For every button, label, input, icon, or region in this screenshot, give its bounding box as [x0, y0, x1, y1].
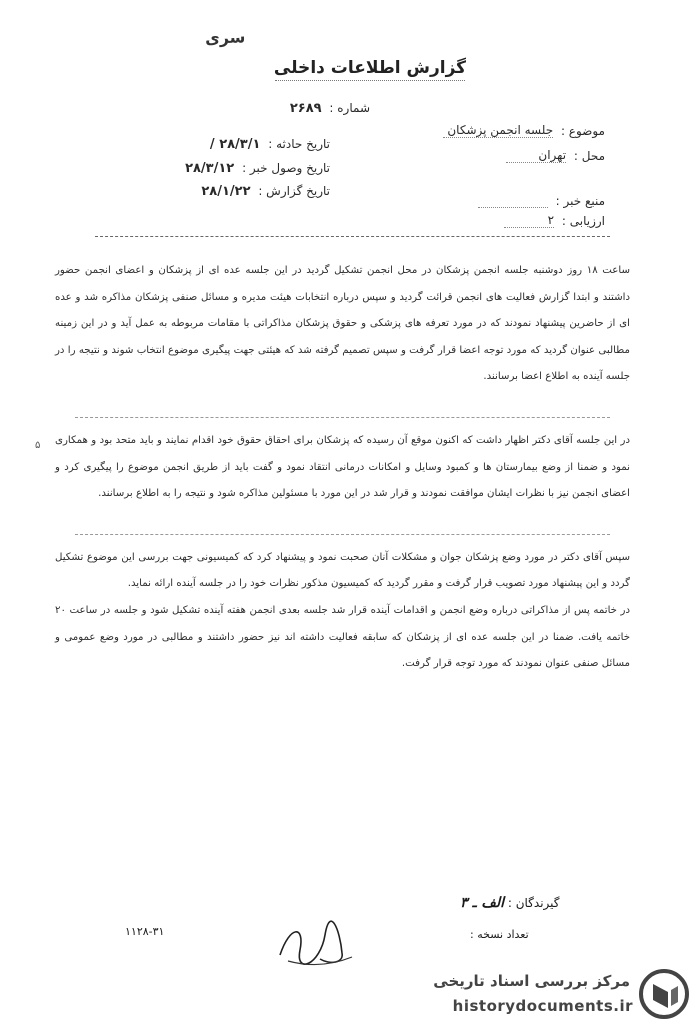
meta-subject: موضوع : جلسه انجمن پزشکان	[443, 123, 605, 138]
margin-number: ۵	[35, 440, 41, 451]
paragraph-divider	[75, 391, 610, 418]
recipients: گیرندگان : الف ـ ۳	[460, 895, 560, 911]
reference-number: ۱۱۲۸-۳۱	[125, 925, 165, 938]
signature-scribble	[270, 915, 360, 970]
title-underline	[275, 80, 465, 81]
body-paragraph-3: سپس آقای دکتر در مورد وضع پزشکان جوان و مشکلات آنان صحبت نمود و پیشنهاد کرد که کمیسیونی جهت بررسی این موضوع تشکیل گردد و این پیشنهاد مورد تصویب قرار گرفت و مقرر گردید که کمیسیون مذکور نظرات خود را در جلسه آینده ارائه نماید.	[55, 551, 630, 590]
header-divider	[95, 236, 610, 237]
meta-number: شماره : ۲۶۸۹	[289, 101, 370, 116]
watermark-url: historydocuments.ir	[452, 997, 633, 1015]
secret-stamp: سری	[204, 27, 246, 48]
body-paragraph-2: در این جلسه آقای دکتر اظهار داشت که اکنون موقع آن رسیده که پزشکان برای احقاق حقوق خود اقدام نمایند و باید متحد بود و همکاری نمود و ضمنا از وضع بیمارستان ها و کمبود وسایل و امکانات درمانی انتقاد نمود و گفت باید از طریق انجمن موضوع را پیگیری کرد و اعضای انجمن نیز با نظرات ایشان موافقت نمودند و قرار شد در این مورد با مسئولین مذاکره شود و نتیجه را به اطلاع برسانند.	[55, 434, 630, 500]
paragraph-divider	[75, 508, 610, 535]
meta-evaluation: ارزیابی : ۲	[504, 213, 605, 228]
meta-source: منبع خبر :	[478, 194, 605, 208]
copies-count: تعداد نسخه :	[470, 928, 529, 941]
watermark-persian: مرکز بررسی اسناد تاریخی	[433, 972, 630, 990]
report-body	[55, 258, 630, 678]
meta-event-date: تاریخ حادثه : ۲۸/۳/۱ /	[209, 137, 330, 152]
body-paragraph-1: ساعت ۱۸ روز دوشنبه جلسه انجمن پزشکان در محل انجمن تشکیل گردید در این جلسه عده ای از پزشکان و اعضای انجمن حضور داشتند و ابتدا گزارش فعالیت های انجمن قرائت گردید و سپس درباره انتخابات هیئت مدیره و مسائل صنفی پزشکان مذاکره شد و عده ای از حاضرین پیشنهاد نمودند که در مورد تعرفه های پزشکی و حقوق پزشکان مذاکراتی با مقامات مربوطه به عمل آید و در این زمینه مطالبی عنوان گردید که مورد توجه اعضا قرار گرفت و سپس تصمیم گرفته شد که هیئتی جهت پیگیری موضوع انتخاب شوند و نتیجه را در جلسه آینده به اطلاع اعضا برسانند.	[55, 265, 631, 383]
document-title: گزارش اطلاعات داخلی	[273, 58, 467, 78]
meta-place: محل : تهران	[506, 148, 605, 163]
archive-logo-icon	[638, 968, 690, 1020]
meta-received-date: تاریخ وصول خبر : ۲۸/۳/۱۲	[185, 161, 330, 176]
body-paragraph-4: در خاتمه پس از مذاکراتی درباره وضع انجمن و اقدامات آینده قرار شد جلسه بعدی انجمن هفته آینده تشکیل شود و جلسه در ساعت ۲۰ خاتمه یافت. ضمنا در این جلسه عده ای از پزشکان که سابقه فعالیت داشته اند نیز حضور داشتند و مطالبی در مورد وضع عمومی و مسائل صنفی عنوان نمودند که مورد توجه قرار گرفت.	[55, 604, 630, 670]
meta-report-date: تاریخ گزارش : ۲۸/۱/۲۲	[201, 184, 330, 199]
